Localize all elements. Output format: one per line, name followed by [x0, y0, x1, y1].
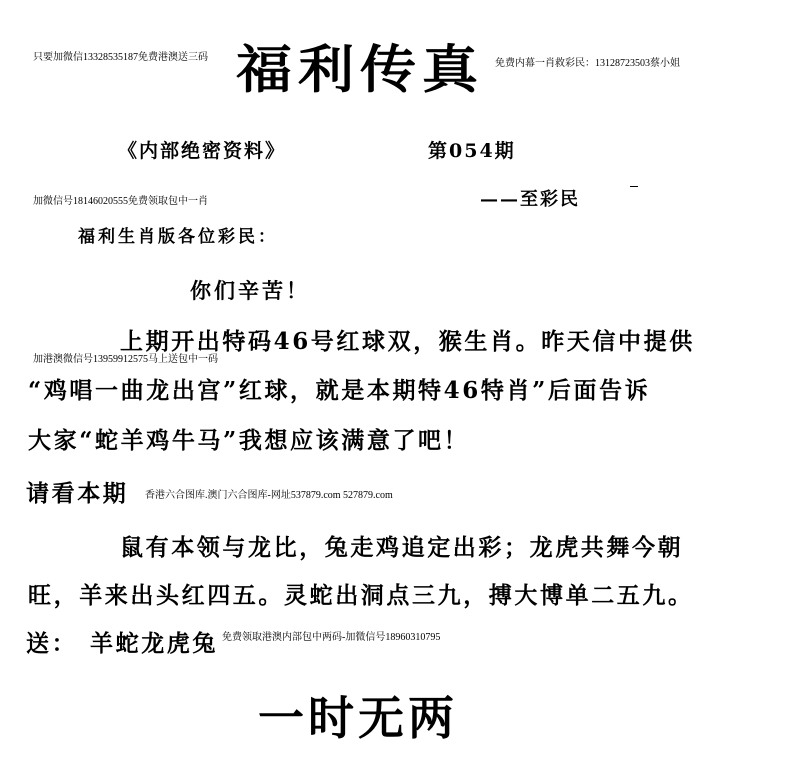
paragraph-line: 上期开出特码46号红球双，猴生肖。昨天信中提供	[120, 328, 695, 355]
poem-line: 鼠有本领与龙比，兔走鸡追定出彩；龙虎共舞今朝	[120, 534, 684, 561]
page-title: 福利传真	[236, 39, 484, 101]
ad-text-right: 免费内幕一肖救彩民：13128723503蔡小姐	[495, 58, 680, 69]
send-label: 送：	[26, 630, 78, 657]
footer-motto: 一时无两	[258, 691, 458, 745]
signature: ——至彩民	[480, 189, 580, 210]
site-ad-text: 香港六合图库.澳门六合图库-网址537879.com 527879.com	[145, 490, 393, 501]
ad-text-mid: 加港澳微信号13959912575马上送包中一码	[33, 354, 218, 365]
poem-line: 旺，羊来出头红四五。灵蛇出洞点三九，搏大博单二五九。	[28, 582, 694, 609]
ad-text-left: 只要加微信13328535187免费港澳送三码	[33, 52, 208, 63]
ad-text-contact: 加微信号18146020555免费领取包中一肖	[33, 196, 208, 207]
greeting-line: 你们辛苦！	[190, 278, 310, 303]
paragraph-line: “鸡唱一曲龙出宫”红球，就是本期特46特肖”后面告诉	[28, 377, 651, 404]
document-name: 《内部绝密资料》	[118, 140, 287, 162]
ad-text-bottom: 免费领取港澳内部包中两码-加微信号18960310795	[222, 632, 441, 643]
salutation: 福利生肖版各位彩民：	[78, 227, 278, 247]
send-value: 羊蛇龙虎兔	[90, 630, 218, 657]
divider	[630, 186, 638, 187]
paragraph-line: 大家“蛇羊鸡牛马”我想应该满意了吧！	[28, 427, 470, 454]
issue-number: 第054期	[428, 140, 516, 162]
section-label: 请看本期	[26, 480, 129, 507]
